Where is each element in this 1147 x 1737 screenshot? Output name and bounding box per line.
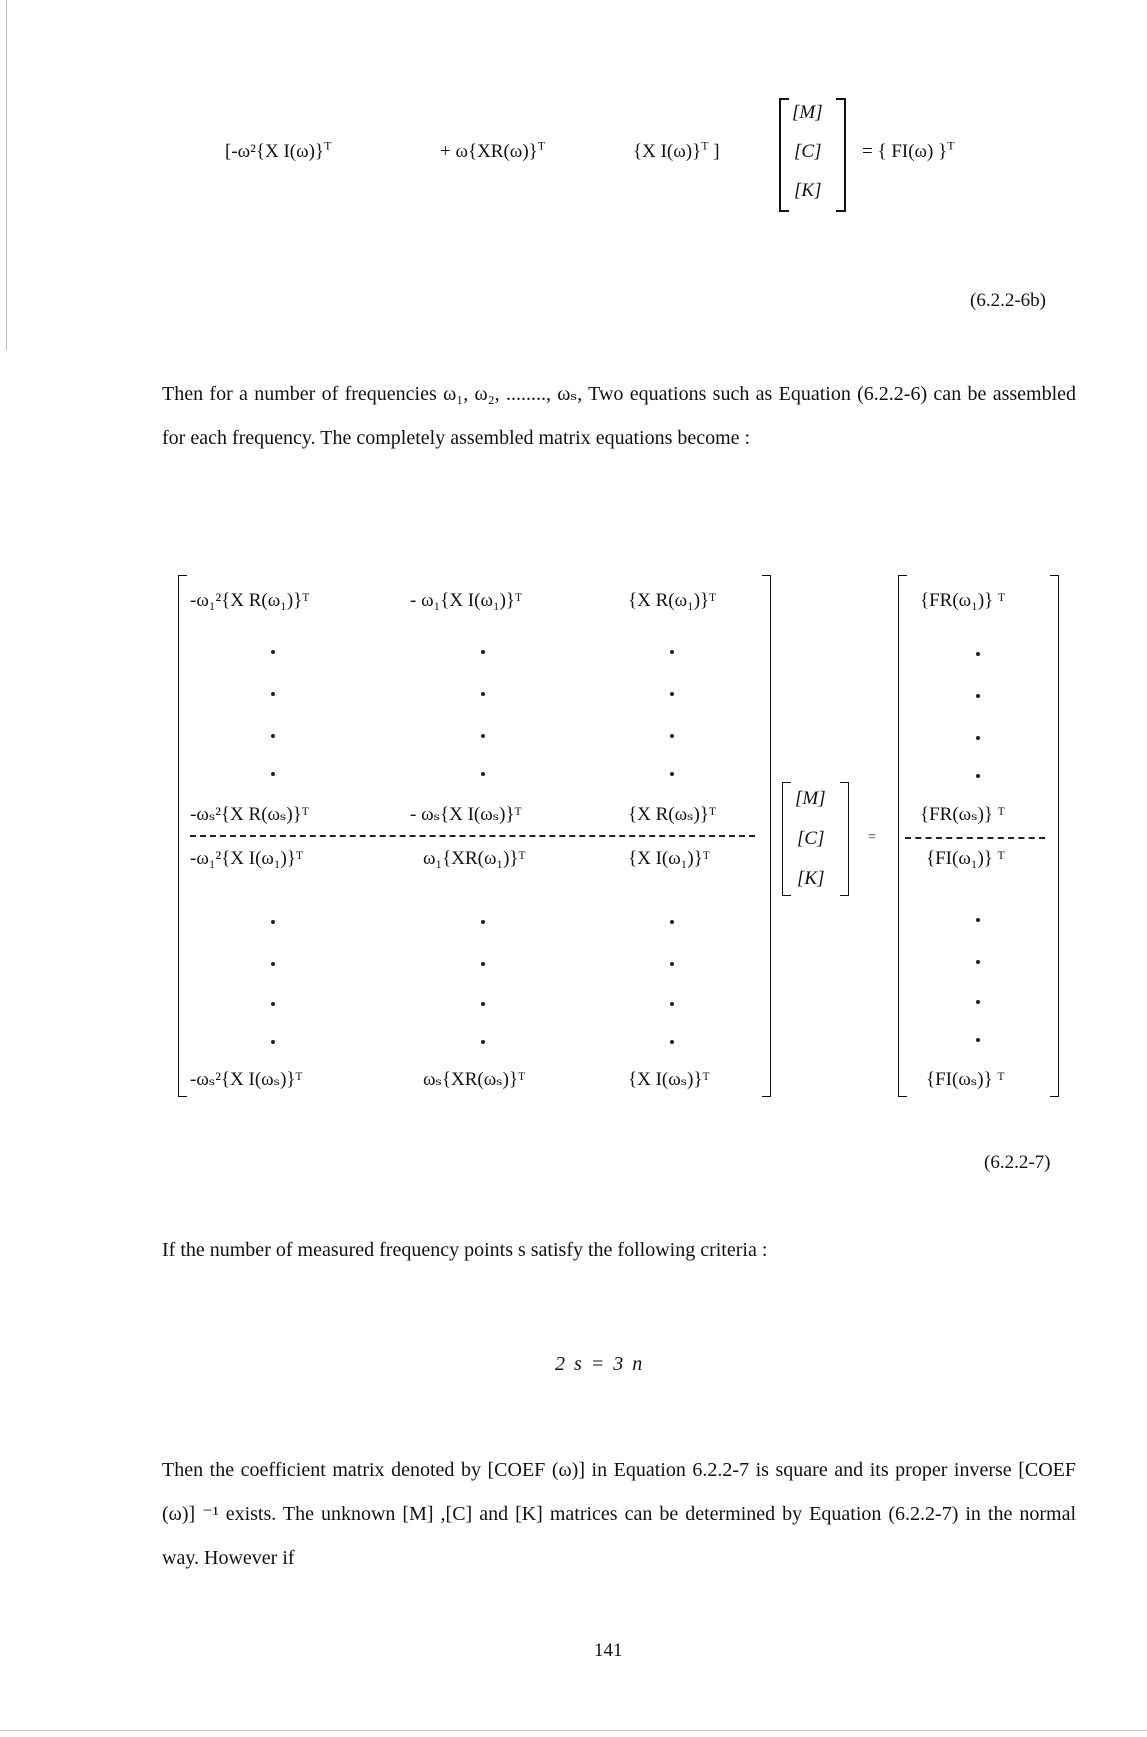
coef-r1-c1: -ω₁²{X R(ω₁)}ᵀ — [190, 590, 310, 611]
rhs-vec-bracket-left — [898, 575, 907, 1097]
page-number: 141 — [594, 1640, 623, 1661]
unknown-vec-bracket-left — [782, 782, 791, 896]
rhs-rs: {FR(ωₛ)} ᵀ — [920, 804, 1005, 825]
ellipsis-dot — [271, 962, 275, 966]
equation-label-6b: (6.2.2-6b) — [970, 290, 1046, 311]
ellipsis-dot — [670, 692, 674, 696]
ellipsis-dot — [481, 772, 485, 776]
ellipsis-dot — [481, 920, 485, 924]
page-edge-bottom — [0, 1730, 1147, 1731]
coef-rs-c3: {X R(ωₛ)}ᵀ — [628, 804, 716, 825]
page-edge-left — [6, 0, 7, 350]
ellipsis-dot — [976, 652, 980, 656]
paragraph-coefficient-matrix: Then the coefficient matrix denoted by [COEF (ω)] in Equation 6.2.2-7 is square and its proper inverse [COEF (ω)] ⁻¹ exists. The unknown [M] ,[C] and [K] matrices can be determined by Equation (6.2.2-7) in the normal way. However if — [162, 1459, 1076, 1569]
rhs-vec-bracket-right — [1050, 575, 1059, 1097]
ellipsis-dot — [271, 1002, 275, 1006]
ellipsis-dot — [481, 962, 485, 966]
ellipsis-dot — [976, 960, 980, 964]
eq6b-vec-k: [K] — [794, 180, 822, 201]
ellipsis-dot — [670, 650, 674, 654]
ellipsis-dot — [481, 650, 485, 654]
eq6b-vec-c: [C] — [794, 141, 822, 162]
ellipsis-dot — [976, 918, 980, 922]
paragraph-frequencies: Then for a number of frequencies ω₁, ω₂, ........, ωₛ, Two equations such as Equation (6.2.2-6) can be assembled for each frequency. The completely assembled matrix equations become : — [162, 383, 1076, 449]
ellipsis-dot — [481, 692, 485, 696]
rhs-partition-dashed-line — [905, 837, 1045, 839]
ellipsis-dot — [976, 1038, 980, 1042]
coef-rs-c1: -ωₛ²{X R(ωₛ)}ᵀ — [190, 804, 309, 825]
rhs-r1: {FR(ω₁)} ᵀ — [920, 590, 1005, 611]
coef-rsi-c1: -ωₛ²{X I(ωₛ)}ᵀ — [190, 1069, 303, 1090]
rhs-r1i: {FI(ω₁)} ᵀ — [926, 848, 1005, 869]
equation-label-7: (6.2.2-7) — [984, 1152, 1051, 1173]
criteria-equation: 2 s = 3 n — [555, 1353, 645, 1375]
coef-r1i-c1: -ω₁²{X I(ω₁)}ᵀ — [190, 848, 303, 869]
ellipsis-dot — [271, 920, 275, 924]
coef-r1-c3: {X R(ω₁)}ᵀ — [628, 590, 717, 611]
rhs-rsi: {FI(ωₛ)} ᵀ — [926, 1069, 1005, 1090]
ellipsis-dot — [670, 772, 674, 776]
eq6b-term2: + $\omega\{XR(\omega)\}^T$ — [440, 138, 546, 162]
ellipsis-dot — [271, 772, 275, 776]
unknown-vec-k: [K] — [797, 868, 825, 889]
coef-r1-c2: - ω₁{X I(ω₁)}ᵀ — [410, 590, 522, 611]
eq6b-term1: [-ω²{X I(ω)}$^T$ — [225, 138, 332, 162]
coef-r1i-c3: {X I(ω₁)}ᵀ — [628, 848, 710, 869]
ellipsis-dot — [481, 1040, 485, 1044]
ellipsis-dot — [670, 1002, 674, 1006]
unknown-vec-c: [C] — [797, 828, 825, 849]
ellipsis-dot — [670, 734, 674, 738]
ellipsis-dot — [976, 694, 980, 698]
ellipsis-dot — [481, 1002, 485, 1006]
equals-sign: = — [868, 830, 876, 845]
ellipsis-dot — [976, 774, 980, 778]
eq6b-vec-bracket-left — [779, 98, 789, 212]
coef-rsi-c3: {X I(ωₛ)}ᵀ — [628, 1069, 710, 1090]
paragraph-criteria-intro: If the number of measured frequency points s satisfy the following criteria : — [162, 1239, 768, 1261]
ellipsis-dot — [271, 1040, 275, 1044]
coef-rs-c2: - ωₛ{X I(ωₛ)}ᵀ — [410, 804, 522, 825]
eq6b-vec-bracket-right — [836, 98, 846, 212]
ellipsis-dot — [481, 734, 485, 738]
ellipsis-dot — [271, 734, 275, 738]
ellipsis-dot — [271, 692, 275, 696]
partition-dashed-line — [190, 835, 755, 837]
ellipsis-dot — [976, 1000, 980, 1004]
ellipsis-dot — [670, 962, 674, 966]
coef-rsi-c2: ωₛ{XR(ωₛ)}ᵀ — [423, 1069, 525, 1090]
coef-matrix-bracket-left — [178, 575, 187, 1097]
eq6b-rhs: = { FI(ω) }$^T$ — [862, 138, 955, 162]
unknown-vec-bracket-right — [840, 782, 849, 896]
ellipsis-dot — [670, 1040, 674, 1044]
ellipsis-dot — [271, 650, 275, 654]
ellipsis-dot — [976, 736, 980, 740]
eq6b-vec-m: [M] — [792, 102, 823, 123]
coef-matrix-bracket-right — [762, 575, 771, 1097]
coef-r1i-c2: ω₁{XR(ω₁)}ᵀ — [423, 848, 526, 869]
eq6b-term3: {X I(ω)}$^T$ ] — [633, 138, 720, 162]
unknown-vec-m: [M] — [795, 788, 826, 809]
ellipsis-dot — [670, 920, 674, 924]
